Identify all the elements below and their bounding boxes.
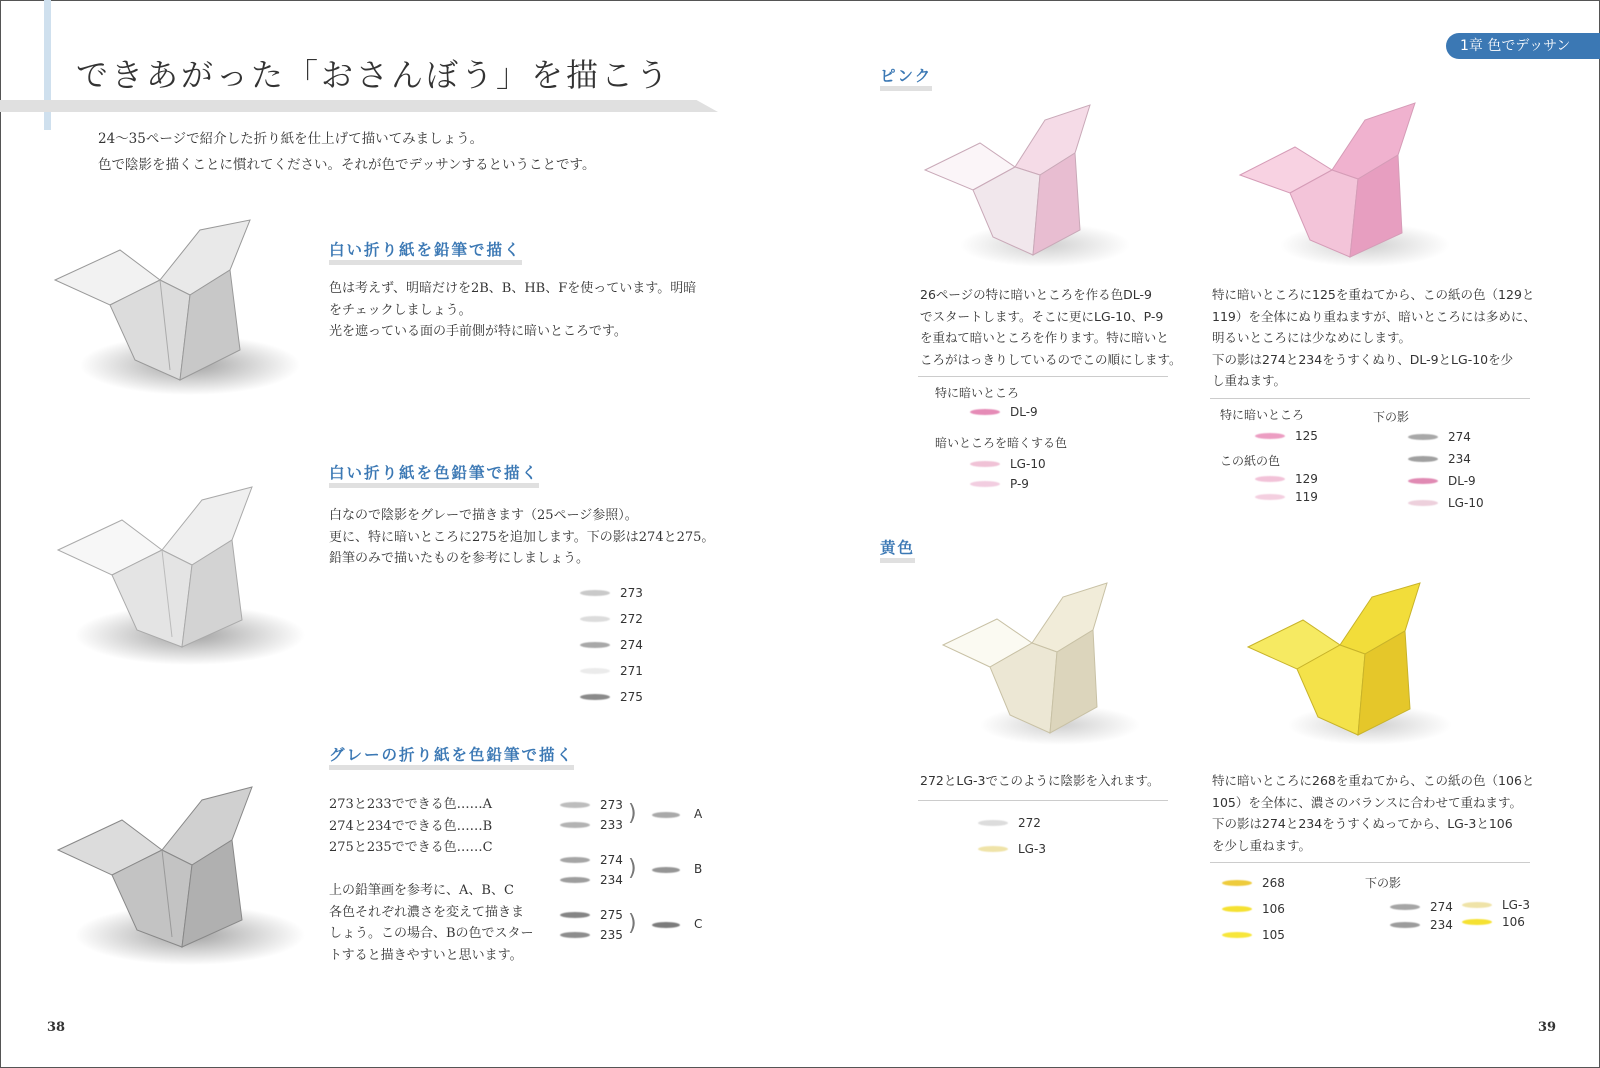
- swatch-row: [1408, 448, 1484, 470]
- result-label: B: [694, 862, 703, 876]
- section-heading: グレーの折り紙を色鉛筆で描く: [329, 745, 574, 770]
- result-swatch: [652, 812, 680, 818]
- pink-left-label1: 特に暗いところ: [935, 386, 1020, 400]
- swatch-label: P-9: [1010, 477, 1029, 491]
- para-line: 下の影は274と234をうすくぬり、DL-9とLG-10を少: [1212, 351, 1514, 367]
- para-line: 色は考えず、明暗だけを2B、B、HB、Fを使っています。明暗: [329, 281, 697, 296]
- para-line: 更に、特に暗いところに275を追加します。下の影は274と275。: [329, 529, 715, 545]
- pink-left-swatch1: [970, 402, 1038, 422]
- sec2-swatch-list: [580, 580, 643, 710]
- para-line: 105）を全体に、濃さのバランスに合わせて重ねます。: [1212, 794, 1522, 810]
- pink-left-text: [920, 284, 1182, 370]
- swatch-label: 119: [1295, 490, 1318, 504]
- para-line: 上の鉛筆画を参考に、A、B、C: [329, 883, 514, 898]
- result-swatch: [652, 867, 680, 873]
- swatch-row: [970, 454, 1046, 474]
- origami-colorpencil-gray-illustration: [40, 775, 310, 965]
- swatch-row: [560, 795, 623, 815]
- swatch-row: [970, 474, 1046, 494]
- section-colorpencil-white: [329, 463, 539, 488]
- swatch-row: [580, 684, 643, 710]
- swatch-row: [560, 815, 623, 835]
- color-swatch: [1222, 932, 1252, 938]
- swatch-label: 268: [1262, 876, 1285, 890]
- combo-line: 273と233でできる色……A: [329, 797, 493, 812]
- color-swatch: [560, 822, 590, 828]
- swatch-label: 275: [620, 690, 643, 704]
- section-heading: 白い折り紙を色鉛筆で描く: [329, 463, 539, 488]
- swatch-label: 275: [600, 908, 623, 922]
- swatch-row: [1408, 492, 1484, 514]
- swatch-row: [1255, 426, 1318, 446]
- color-swatch: [970, 481, 1000, 487]
- origami-colorpencil-white-illustration: [40, 475, 310, 665]
- color-swatch: [1255, 494, 1285, 500]
- swatch-row: [1222, 896, 1285, 922]
- sec3-combos: [329, 794, 493, 859]
- swatch-label: 234: [600, 873, 623, 887]
- swatch-label: 106: [1502, 914, 1525, 929]
- pink-right-swatch1: [1255, 426, 1318, 446]
- swatch-row: [978, 810, 1046, 836]
- section-heading: ピンク: [880, 66, 932, 91]
- color-swatch: [970, 461, 1000, 467]
- para-line: をチェックしましょう。: [329, 302, 472, 318]
- color-swatch: [1462, 902, 1492, 908]
- para-line: 各色それぞれ濃さを変えて描きま: [329, 904, 525, 920]
- page-title: できあがった「おさんぼう」を描こう: [76, 56, 672, 94]
- combo-line: 275と235でできる色……C: [329, 840, 493, 855]
- swatch-row: [580, 632, 643, 658]
- swatch-group: [560, 850, 720, 894]
- color-swatch: [560, 877, 590, 883]
- swatch-label: 233: [600, 818, 623, 832]
- para-line: を少し重ねます。: [1212, 837, 1312, 853]
- page-number-left: 38: [47, 1020, 66, 1035]
- para-line: し重ねます。: [1212, 373, 1287, 388]
- origami-pink-full-illustration: [1230, 95, 1460, 275]
- bracket: ): [628, 856, 637, 881]
- para-line: しょう。この場合、Bの色でスター: [329, 926, 534, 941]
- chapter-badge: 1章 色でデッサン: [1446, 33, 1600, 59]
- color-swatch: [1390, 904, 1420, 910]
- yellow-right-text: [1212, 770, 1534, 856]
- para-line: を重ねて暗いところを作ります。特に暗いと: [920, 330, 1169, 345]
- color-swatch: [580, 642, 610, 648]
- color-swatch: [1408, 434, 1438, 440]
- yellow-shadow-swatches-b: [1462, 896, 1530, 930]
- origami-pink-pencil-illustration: [915, 95, 1135, 275]
- pink-right-label1: 特に暗いところ: [1220, 408, 1305, 422]
- swatch-row: [1255, 488, 1318, 506]
- swatch-label: 274: [1430, 900, 1453, 914]
- swatch-row: [1390, 898, 1453, 916]
- para-line: 鉛筆のみで描いたものを参考にしましょう。: [329, 551, 590, 566]
- sec3-text: [329, 880, 534, 966]
- para-line: 272とLG-3でこのように陰影を入れます。: [920, 773, 1160, 788]
- origami-yellow-pencil-illustration: [935, 575, 1145, 755]
- intro-line: 24〜35ページで紹介した折り紙を仕上げて描いてみましょう。: [98, 131, 484, 147]
- color-swatch: [1222, 906, 1252, 912]
- swatch-label: 106: [1262, 902, 1285, 916]
- result-label: A: [694, 807, 703, 821]
- color-swatch: [580, 590, 610, 596]
- yellow-shadow-label: 下の影: [1365, 876, 1402, 890]
- color-swatch: [580, 616, 610, 622]
- pink-right-text: [1212, 284, 1536, 392]
- swatch-label: 274: [600, 853, 623, 867]
- section-yellow: [880, 538, 915, 563]
- para-line: 26ページの特に暗いところを作る色DL-9: [920, 287, 1152, 302]
- color-swatch: [560, 802, 590, 808]
- swatch-row: [1222, 922, 1285, 948]
- color-swatch: [1255, 476, 1285, 482]
- swatch-label: 125: [1295, 429, 1318, 443]
- title-rule: [0, 100, 718, 112]
- section-pink: [880, 66, 932, 91]
- swatch-group: [560, 795, 720, 839]
- swatch-row: [1390, 916, 1453, 934]
- section-pencil-white: [329, 240, 522, 265]
- pink-right-swatch3: [1408, 426, 1484, 514]
- para-line: トすると描きやすいと思います。: [329, 947, 523, 963]
- swatch-row: [560, 850, 623, 870]
- swatch-label: 271: [620, 664, 643, 678]
- divider: [1210, 862, 1530, 863]
- swatch-group: [560, 905, 720, 949]
- swatch-row: [1462, 913, 1530, 930]
- yellow-left-swatches: [978, 810, 1046, 862]
- combo-line: 274と234でできる色……B: [329, 818, 493, 834]
- color-swatch: [1390, 922, 1420, 928]
- divider: [918, 376, 1168, 377]
- section-pencil-white-text: [329, 278, 696, 343]
- color-swatch: [1408, 456, 1438, 462]
- swatch-label: 274: [620, 638, 643, 652]
- para-line: 119）を全体にぬり重ねますが、暗いところには多めに、: [1212, 308, 1536, 324]
- intro-text: [98, 126, 595, 178]
- divider: [1210, 398, 1530, 399]
- swatch-row: [1408, 426, 1484, 448]
- swatch-row: [1462, 896, 1530, 913]
- swatch-row: [580, 606, 643, 632]
- color-swatch: [580, 694, 610, 700]
- color-swatch: [978, 846, 1008, 852]
- divider: [918, 800, 1168, 801]
- pink-left-label2: 暗いところを暗くする色: [935, 436, 1068, 450]
- swatch-label: LG-3: [1018, 842, 1046, 856]
- swatch-row: [560, 905, 623, 925]
- bracket: ): [628, 801, 637, 826]
- swatch-label: 234: [1430, 918, 1453, 932]
- origami-yellow-full-illustration: [1240, 575, 1460, 755]
- origami-pencil-white-illustration: [40, 210, 310, 400]
- color-swatch: [1222, 880, 1252, 886]
- color-swatch: [580, 668, 610, 674]
- swatch-label: 272: [1018, 816, 1041, 830]
- swatch-label: 272: [620, 612, 643, 626]
- pink-right-label3: 下の影: [1373, 410, 1410, 424]
- color-swatch: [978, 820, 1008, 826]
- color-swatch: [1255, 433, 1285, 439]
- para-line: ころがはっきりしているのでこの順にします。: [920, 351, 1182, 367]
- swatch-label: 273: [600, 798, 623, 812]
- result-label: C: [694, 917, 703, 931]
- para-line: 光を遮っている面の手前側が特に暗いところです。: [329, 324, 627, 339]
- pink-left-swatch2: [970, 454, 1046, 494]
- page-number-right: 39: [1538, 1020, 1557, 1035]
- swatch-label: LG-10: [1448, 496, 1484, 510]
- para-line: 下の影は274と234をうすくぬってから、LG-3と106: [1212, 816, 1513, 831]
- section-heading: 黄色: [880, 538, 915, 563]
- swatch-label: LG-10: [1010, 457, 1046, 471]
- color-swatch: [1408, 478, 1438, 484]
- color-swatch: [970, 409, 1000, 415]
- color-swatch: [560, 857, 590, 863]
- section-heading: 白い折り紙を鉛筆で描く: [329, 240, 522, 265]
- section-colorpencil-gray: [329, 745, 574, 770]
- swatch-row: [580, 658, 643, 684]
- yellow-right-swatches: [1222, 870, 1285, 948]
- swatch-label: 273: [620, 586, 643, 600]
- swatch-label: 234: [1448, 452, 1471, 466]
- color-swatch: [1462, 919, 1492, 925]
- color-swatch: [560, 912, 590, 918]
- intro-line: 色で陰影を描くことに慣れてください。それが色でデッサンするということです。: [98, 157, 596, 173]
- swatch-row: [1222, 870, 1285, 896]
- para-line: 明るいところには少なめにします。: [1212, 330, 1412, 345]
- yellow-shadow-swatches-a: [1390, 898, 1453, 934]
- swatch-row: [970, 402, 1038, 422]
- swatch-row: [1255, 470, 1318, 488]
- para-line: 白なので陰影をグレーで描きます（25ページ参照）。: [329, 508, 638, 523]
- swatch-label: 105: [1262, 928, 1285, 942]
- pink-right-swatch2: [1255, 470, 1318, 506]
- swatch-label: LG-3: [1502, 897, 1530, 912]
- swatch-label: 274: [1448, 430, 1471, 444]
- swatch-row: [560, 925, 623, 945]
- para-line: でスタートします。そこに更にLG-10、P-9: [920, 308, 1164, 324]
- color-swatch: [1408, 500, 1438, 506]
- swatch-label: 129: [1295, 472, 1318, 486]
- para-line: 特に暗いところに125を重ねてから、この紙の色（129と: [1212, 287, 1535, 302]
- swatch-row: [1408, 470, 1484, 492]
- section-colorpencil-white-text: [329, 505, 714, 570]
- swatch-row: [580, 580, 643, 606]
- yellow-left-text: [920, 770, 1159, 792]
- bracket: ): [628, 911, 637, 936]
- result-swatch: [652, 922, 680, 928]
- swatch-row: [978, 836, 1046, 862]
- swatch-row: [560, 870, 623, 890]
- swatch-label: 235: [600, 928, 623, 942]
- swatch-label: DL-9: [1010, 405, 1038, 419]
- para-line: 特に暗いところに268を重ねてから、この紙の色（106と: [1212, 773, 1535, 788]
- pink-right-label2: この紙の色: [1220, 454, 1281, 468]
- swatch-label: DL-9: [1448, 474, 1476, 488]
- color-swatch: [560, 932, 590, 938]
